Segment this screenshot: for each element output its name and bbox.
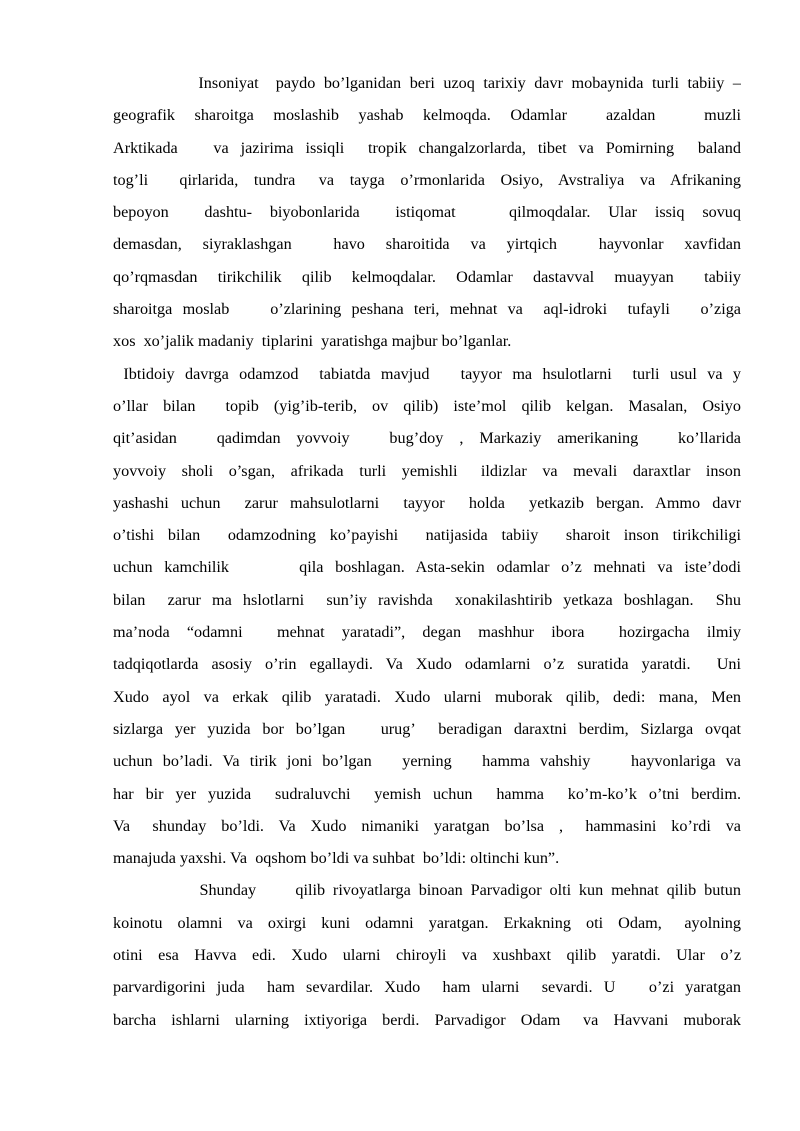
text-line: o’tishi bilan odamzodning ko’payishi natijasida tabiiy sharoit inson tirikchiligi [113, 526, 741, 545]
text-line: uchun kamchilik qila boshlagan. Asta-sekin odamlar o’z mehnati va iste’dodi [113, 558, 741, 577]
text-line: sizlarga yer yuzida bor bo’lgan urug’ beradigan daraxtni berdim, Sizlarga ovqat [113, 719, 741, 738]
text-line: uchun bo’ladi. Va tirik joni bo’lgan yerning hamma vahshiy hayvonlariga va [113, 752, 741, 771]
text-line: bepoyon dashtu- biyobonlarida istiqomat qilmoqdalar. Ular issiq sovuq [113, 203, 741, 222]
text-line: geografik sharoitga moslashib yashab kelmoqda. Odamlar azaldan muzli [113, 106, 741, 125]
text-line: Arktikada va jazirima issiqli tropik changalzorlarda, tibet va Pomirning baland [113, 138, 741, 157]
text-line: manajuda yaxshi. Va oqshom bo’ldi va suhbat bo’ldi: oltinchi kun”. [113, 849, 560, 868]
text-line: tog’li qirlarida, tundra va tayga o’rmonlarida Osiyo, Avstraliya va Afrikaning [113, 170, 741, 189]
text-line: qo’rqmasdan tirikchilik qilib kelmoqdalar. Odamlar dastavval muayyan tabiiy [113, 267, 741, 286]
body-text [113, 67, 741, 1036]
text-line: Xudo ayol va erkak qilib yaratadi. Xudo ularni muborak qilib, dedi: mana, Men [113, 687, 741, 706]
text-line: yovvoiy sholi o’sgan, afrikada turli yemishli ildizlar va mevali daraxtlar inson [113, 461, 741, 480]
text-line: o’llar bilan topib (yig’ib-terib, ov qilib) iste’mol qilib kelgan. Masalan, Osiyo [113, 396, 741, 415]
text-line: Insoniyat paydo bo’lganidan beri uzoq tarixiy davr mobaynida turli tabiiy – [113, 74, 741, 92]
text-line: parvardigorini juda ham sevardilar. Xudo ham ularni sevardi. U o’zi yaratgan [113, 978, 741, 997]
text-line: bilan zarur ma hslotlarni sun’iy ravishda xonakilashtirib yetkaza boshlagan. Shu [113, 590, 741, 609]
text-line: barcha ishlarni ularning ixtiyoriga berdi. Parvadigor Odam va Havvani muborak [113, 1010, 741, 1029]
text-line: qit’asidan qadimdan yovvoiy bug’doy , Markaziy amerikaning ko’llarida [113, 429, 741, 448]
text-line: sharoitga moslab o’zlarining peshana teri, mehnat va aql-idroki tufayli o’ziga [113, 300, 741, 319]
text-line: har bir yer yuzida sudraluvchi yemish uchun hamma ko’m-ko’k o’tni berdim. [113, 784, 741, 803]
text-line: tadqiqotlarda asosiy o’rin egallaydi. Va Xudo odamlarni o’z suratida yaratdi. Uni [113, 655, 741, 674]
text-line: xos xo’jalik madaniy tiplarini yaratishga majbur bo’lganlar. [113, 332, 512, 351]
text-line: demasdan, siyraklashgan havo sharoitida va yirtqich hayvonlar xavfidan [113, 235, 741, 254]
text-line: Ibtidoiy davrga odamzod tabiatda mavjud tayyor ma hsulotlarni turli usul va y [113, 364, 741, 383]
text-line: ma’noda “odamni mehnat yaratadi”, degan mashhur ibora hozirgacha ilmiy [113, 623, 741, 642]
text-line: Va shunday bo’ldi. Va Xudo nimaniki yaratgan bo’lsa , hammasini ko’rdi va [113, 816, 741, 835]
text-line: yashashi uchun zarur mahsulotlarni tayyor holda yetkazib bergan. Ammo davr [113, 493, 741, 512]
text-line: koinotu olamni va oxirgi kuni odamni yaratgan. Erkakning oti Odam, ayolning [113, 913, 741, 932]
text-line: otini esa Havva edi. Xudo ularni chiroyli va xushbaxt qilib yaratdi. Ular o’z [113, 946, 741, 965]
text-line: Shunday qilib rivoyatlarga binoan Parvadigor olti kun mehnat qilib butun [113, 881, 741, 900]
